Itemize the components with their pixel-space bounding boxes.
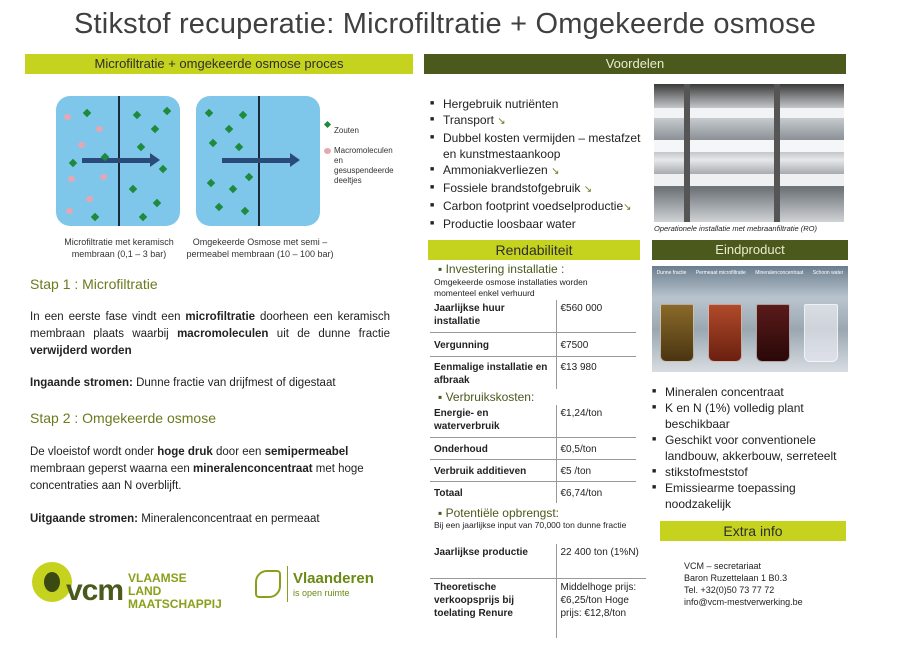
legend-salts: Zouten — [334, 126, 359, 135]
list-item: ■ Ammoniakverliezen ↘ — [430, 162, 654, 180]
vlaanderen-tagline: is open ruimte — [293, 588, 350, 598]
glasses-photo — [652, 266, 848, 372]
glass-label: Permeaat microfiltratie — [695, 270, 746, 276]
investering-title: ▪ Investering installatie : — [438, 262, 565, 276]
incoming-streams: Ingaande stromen: Dunne fractie van drijfmest of digestaat — [30, 377, 336, 389]
table-row: Onderhoud €0,5/ton — [430, 437, 636, 459]
extra-info-header: Extra info — [660, 521, 846, 541]
voordelen-header: Voordelen — [424, 54, 846, 74]
list-item: ■ Carbon footprint voedselproductie↘ — [430, 198, 654, 216]
list-item: ■ Geschikt voor conventionele landbouw, akkerbouw, serreteelt — [652, 432, 848, 464]
outgoing-streams: Uitgaande stromen: Mineralenconcentraat en permeaat — [30, 513, 320, 525]
list-item: ■ Productie loosbaar water — [430, 216, 654, 232]
list-item: ■ Fossiele brandstofgebruik ↘ — [430, 180, 654, 198]
photo-caption: Operationele installatie met mebraanfiltratie (RO) — [654, 224, 817, 233]
contact-email[interactable]: info@vcm-mestverwerking.be — [684, 597, 803, 607]
arrow-down-icon: ↘ — [623, 202, 632, 213]
glass-permeate — [708, 304, 742, 362]
glass-label: Dunne fractie — [656, 270, 687, 276]
contact-block — [684, 560, 844, 608]
contact-org: VCM – secretariaat — [684, 561, 762, 571]
list-item: ■ stikstofmeststof — [652, 464, 848, 480]
legend-macromolecules: Macromoleculen en gesuspendeerde deeltjes — [334, 146, 394, 185]
glass-clean-water — [804, 304, 838, 362]
opbrengst-title: ▪ Potentiële opbrengst: — [438, 506, 560, 520]
voordelen-list — [430, 96, 654, 232]
lion-icon — [255, 570, 281, 598]
table-row: Verbruik additieven €5 /ton — [430, 459, 636, 481]
investering-subtitle: Omgekeerde osmose installaties worden momenteel enkel verhuurd — [434, 277, 588, 298]
contact-phone: Tel. +32(0)50 73 77 72 — [684, 585, 775, 595]
arrow-down-icon: ↘ — [497, 116, 506, 127]
list-item: ■ Dubbel kosten vermijden – mestafzet en kunstmestaankoop — [430, 130, 654, 162]
table-row: Jaarlijkse productie 22 400 ton (1%N) — [430, 544, 646, 578]
verbruik-table — [430, 405, 636, 503]
contact-address: Baron Ruzettelaan 1 B0.3 — [684, 573, 788, 583]
table-row: Vergunning €7500 — [430, 332, 636, 356]
table-row: Theoretische verkoopsprijs bij toelating Renure Middelhoge prijs: €6,25/ton Hoge prijs: €12,8/ton — [430, 578, 646, 638]
eindproduct-header: Eindproduct — [652, 240, 848, 260]
arrow-down-icon: ↘ — [583, 184, 593, 195]
vlaanderen-logo — [255, 566, 405, 606]
table-row: Jaarlijkse huur installatie €560 000 — [430, 300, 636, 332]
step2-title: Stap 2 : Omgekeerde osmose — [30, 410, 216, 426]
vcm-logo — [28, 560, 248, 618]
microfiltration-diagram — [56, 96, 180, 226]
table-row: Eenmalige installatie en afbraak €13 980 — [430, 356, 636, 389]
step1-title: Stap 1 : Microfiltratie — [30, 276, 158, 292]
eindproduct-list — [652, 384, 848, 512]
list-item: ■ Hergebruik nutriënten — [430, 96, 654, 112]
arrow-down-icon: ↘ — [551, 166, 560, 177]
installation-photo — [654, 84, 844, 222]
opbrengst-subtitle: Bij een jaarlijkse input van 70,000 ton dunne fractie — [434, 520, 627, 530]
glass-label: Schoon water — [812, 270, 844, 276]
investering-table — [430, 300, 636, 389]
table-row: Energie- en waterverbruik €1,24/ton — [430, 405, 636, 437]
list-item: ■ Mineralen concentraat — [652, 384, 848, 400]
vcm-wordmark: vcm — [66, 574, 124, 607]
table-row: Totaal €6,74/ton — [430, 481, 636, 503]
step2-text: De vloeistof wordt onder hoge druk door een semipermeabel membraan geperst waarna een mineralenconcentraat met hoge concentraties aan N overblijft. — [30, 446, 364, 492]
verbruik-title: ▪ Verbruikskosten: — [438, 390, 535, 404]
list-item: ■ Transport ↘ — [430, 112, 654, 130]
step1-text: In een eerste fase vindt een microfiltratie doorheen een keramisch membraan plaats waarbij macromoleculen uit de dunne fractie verwijderd worden — [30, 311, 390, 357]
glass-thin-fraction — [660, 304, 694, 362]
caption-reverse-osmosis: Omgekeerde Osmose met semi – permeabel membraan (10 – 100 bar) — [186, 237, 334, 259]
vlm-wordmark: VLAAMSE LAND MAATSCHAPPIJ — [128, 571, 222, 611]
caption-microfiltration: Microfiltratie met keramisch membraan (0,1 – 3 bar) — [64, 237, 174, 259]
rendabiliteit-header: Rendabiliteit — [428, 240, 640, 260]
opbrengst-table — [430, 544, 646, 638]
vlaanderen-wordmark: Vlaanderen — [293, 570, 374, 587]
diagram-legend — [324, 120, 396, 186]
list-item: ■ K en N (1%) volledig plant beschikbaar — [652, 400, 848, 432]
page-title: Stikstof recuperatie: Microfiltratie + Omgekeerde osmose — [74, 8, 817, 40]
reverse-osmosis-diagram — [196, 96, 320, 226]
glass-concentrate — [756, 304, 790, 362]
list-item: ■ Emissiearme toepassing noodzakelijk — [652, 480, 848, 512]
process-header: Microfiltratie + omgekeerde osmose proces — [25, 54, 413, 74]
glass-label: Mineralenconcentraat — [755, 270, 804, 276]
